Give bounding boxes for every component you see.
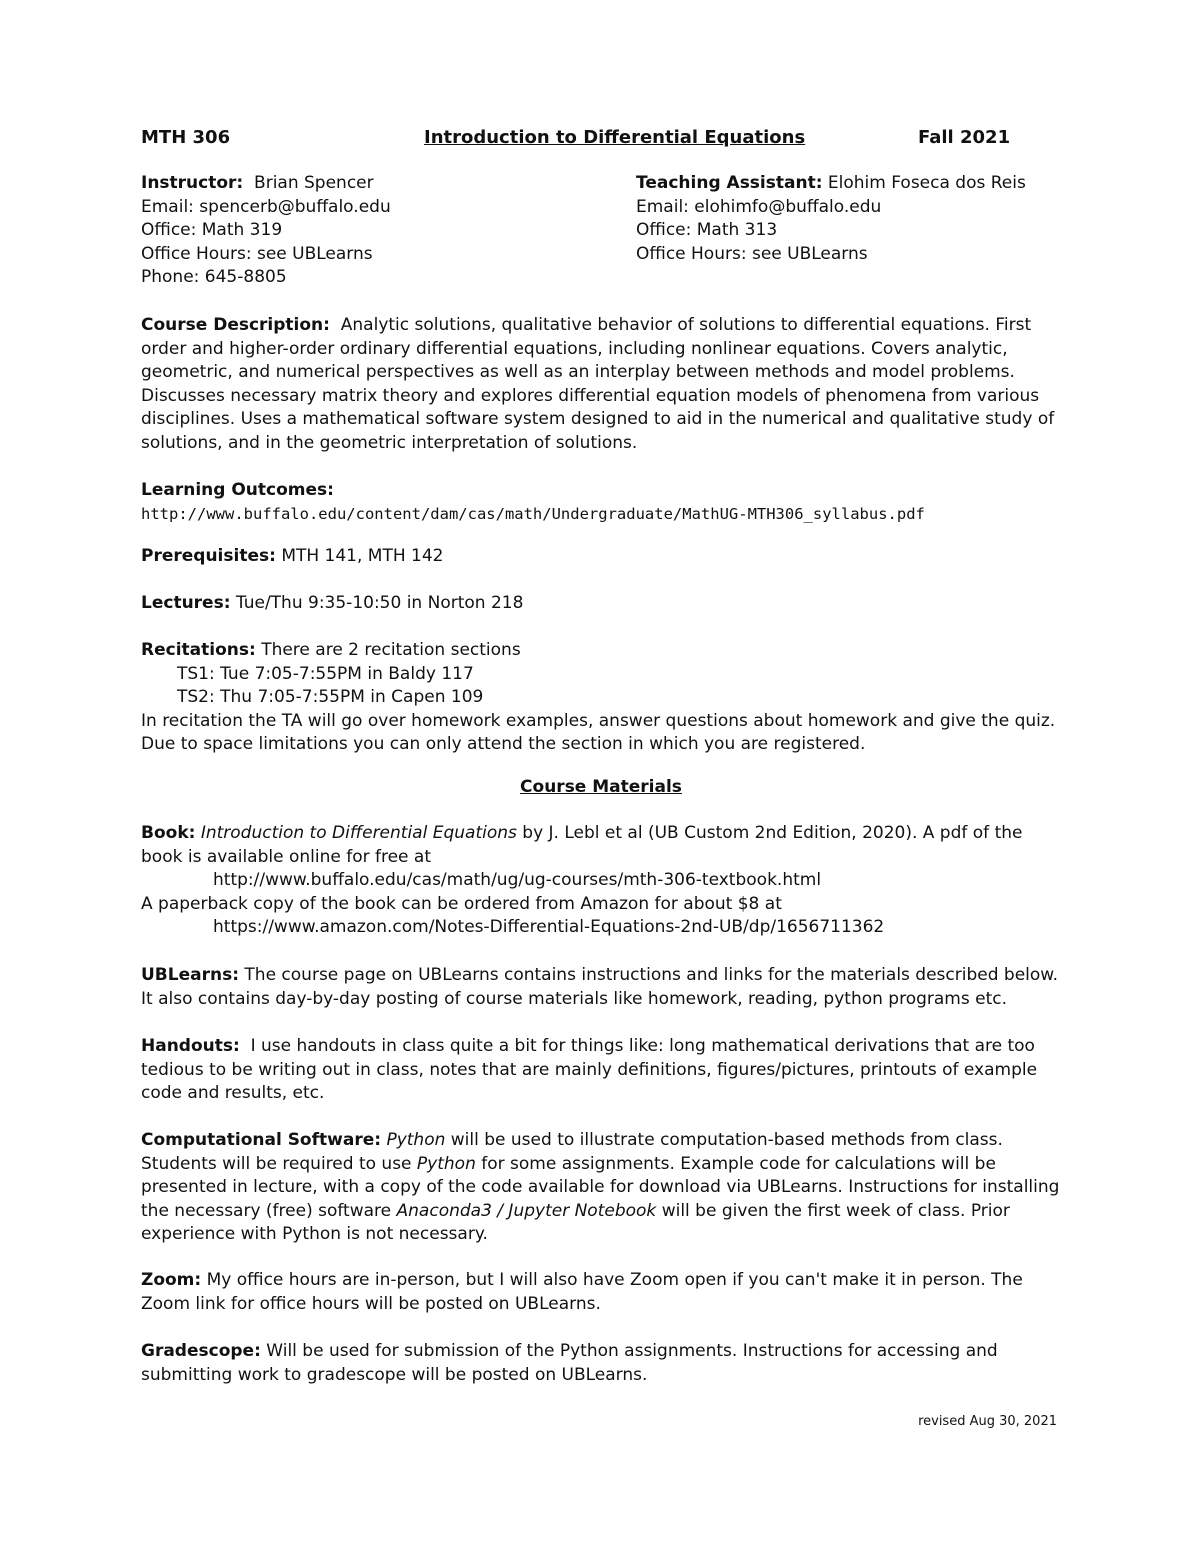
gradescope-label: Gradescope: [141, 1341, 261, 1361]
instructor-email: Email: spencerb@buffalo.edu [141, 196, 391, 217]
recitation-ts2: TS2: Thu 7:05-7:55PM in Capen 109 [177, 687, 484, 707]
lectures-text: Tue/Thu 9:35-10:50 in Norton 218 [235, 593, 524, 613]
ta-block [636, 172, 1026, 266]
software-section [141, 1129, 1061, 1247]
book-title: Introduction to Differential Equations [200, 823, 517, 843]
recitations [141, 639, 1061, 757]
lectures-label: Lectures: [141, 593, 231, 613]
zoom-text: My office hours are in-person, but I will also have Zoom open if you can't make it in person. The Zoom link for office hours will be posted on UBLearns. [141, 1270, 1023, 1314]
materials-heading: Course Materials [520, 777, 682, 797]
instructor-office: Office: Math 319 [141, 220, 283, 240]
book-text1: by J. Lebl et al (UB Custom 2nd Edition, 2020). A pdf of the book is available online for free at [141, 823, 1023, 867]
prerequisites [141, 545, 1061, 569]
course-code: MTH 306 [141, 127, 231, 148]
course-description [141, 314, 1061, 455]
description-label: Course Description: [141, 315, 330, 335]
recitation-note2: Due to space limitations you can only attend the section in which you are registered. [141, 734, 866, 754]
ublearns-label: UBLearns: [141, 965, 239, 985]
prereq-label: Prerequisites: [141, 546, 276, 566]
zoom-section [141, 1269, 1061, 1316]
instructor-block [141, 172, 391, 290]
software-python: Python [386, 1130, 446, 1150]
instructor-hours: Office Hours: see UBLearns [141, 243, 373, 264]
recitation-ts1: TS1: Tue 7:05-7:55PM in Baldy 117 [177, 663, 474, 684]
instructor-phone: Phone: 645-8805 [141, 267, 287, 287]
book-label: Book: [141, 823, 196, 843]
outcomes-link[interactable]: http://www.buffalo.edu/content/dam/cas/math/Undergraduate/MathUG-MTH306_syllabus.pdf [141, 504, 925, 523]
revision-date: revised Aug 30, 2021 [918, 1414, 1057, 1429]
book-url2[interactable]: https://www.amazon.com/Notes-Differential-Equations-2nd-UB/dp/1656711362 [213, 917, 885, 937]
zoom-label: Zoom: [141, 1270, 202, 1290]
ublearns-text: The course page on UBLearns contains instructions and links for the materials described below. It also contains day-by-day posting of course materials like homework, reading, python programs etc. [141, 965, 1059, 1009]
prereq-text: MTH 141, MTH 142 [281, 546, 444, 566]
software-text2: for some assignments. Example code for calculations will be presented in lecture, with a copy of the code available for download via UBLearns. Instructions for installing the necessary (free) software [141, 1153, 1060, 1221]
ta-name: Elohim Foseca dos Reis [827, 173, 1026, 193]
ta-office: Office: Math 313 [636, 220, 778, 240]
software-anaconda: Anaconda3 / Jupyter Notebook [396, 1200, 657, 1221]
software-text1: will be used to illustrate computation-based methods from class. Students will be required to use [141, 1130, 1003, 1174]
term: Fall 2021 [918, 127, 1011, 148]
gradescope-text: Will be used for submission of the Python assignments. Instructions for accessing and submitting work to gradescope will be posted on UBLearns. [141, 1341, 998, 1385]
lectures [141, 592, 1061, 616]
outcomes-label: Learning Outcomes: [141, 480, 334, 500]
recitations-intro: There are 2 recitation sections [261, 640, 521, 660]
handouts-label: Handouts: [141, 1036, 240, 1056]
ta-label: Teaching Assistant: [636, 173, 823, 193]
handouts-text: I use handouts in class quite a bit for things like: long mathematical derivations that are too tedious to be writing out in class, notes that are mainly definitions, figures/pictures, printouts of example code and results, etc. [141, 1036, 1038, 1103]
recitation-note1: In recitation the TA will go over homework examples, answer questions about homework and give the quiz. [141, 710, 1056, 731]
software-text3: will be given the first week of class. Prior experience with Python is not necessary. [141, 1200, 1010, 1244]
ublearns-section [141, 964, 1061, 1011]
instructor-label: Instructor: [141, 173, 244, 193]
course-title: Introduction to Differential Equations [424, 127, 806, 148]
instructor-name: Brian Spencer [254, 173, 374, 193]
book-text2: A paperback copy of the book can be ordered from Amazon for about $8 at [141, 893, 782, 914]
ta-hours: Office Hours: see UBLearns [636, 243, 868, 264]
recitations-label: Recitations: [141, 640, 256, 660]
book-section [141, 822, 1061, 940]
book-url1[interactable]: http://www.buffalo.edu/cas/math/ug/ug-courses/mth-306-textbook.html [213, 870, 822, 890]
learning-outcomes [141, 479, 1061, 526]
software-python-2: Python [416, 1153, 476, 1174]
software-label: Computational Software: [141, 1130, 382, 1150]
gradescope-section [141, 1340, 1061, 1387]
ta-email: Email: elohimfo@buffalo.edu [636, 196, 882, 217]
handouts-section [141, 1035, 1061, 1106]
description-text: Analytic solutions, qualitative behavior of solutions to differential equations. First order and higher-order ordinary differential equations, including nonlinear equations. Covers analytic, geometric, and numerical perspectives as well as an interplay between methods and model problems. Discusses necessary matrix theory and explores differential equation models of phenomena from various disciplines. Uses a mathematical software system designed to aid in the numerical and qualitative study of solutions, and in the geometric interpretation of solutions. [141, 315, 1055, 453]
